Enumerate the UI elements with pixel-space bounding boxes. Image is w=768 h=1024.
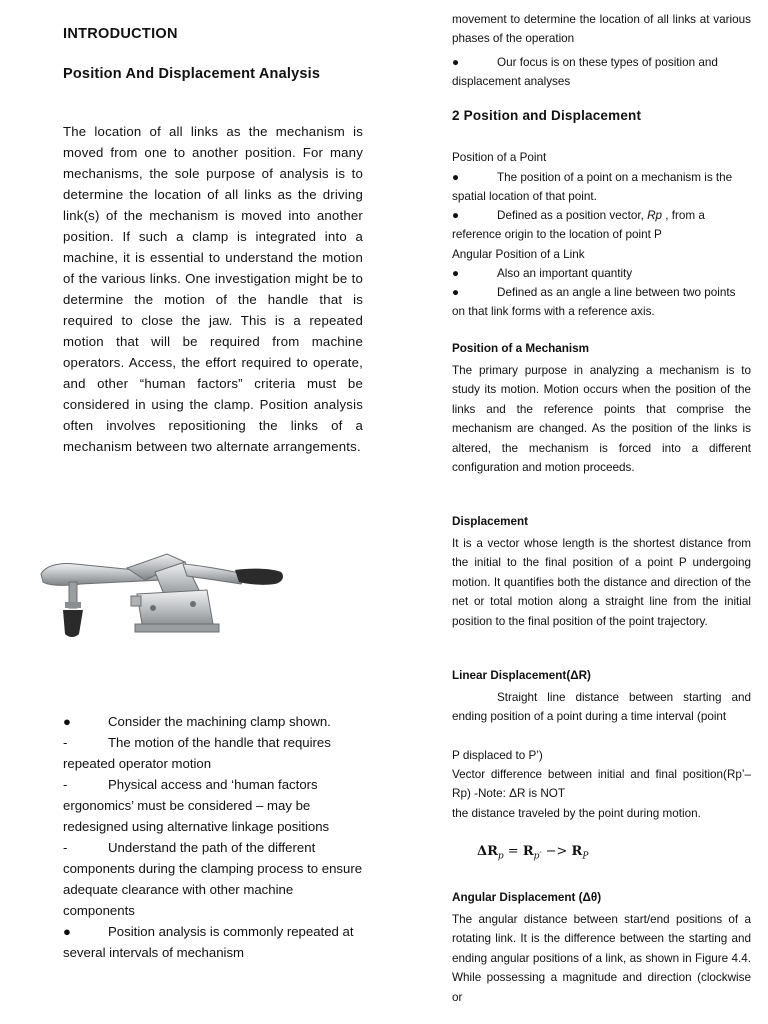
list-item: ● Position analysis is commonly repeated at several intervals of mechanism (63, 924, 354, 960)
linear-paragraph-1: Straight line distance between starting and ending position of a point during a time interval (point (452, 691, 751, 724)
list-item: ● Our focus is on these types of position and displacement analyses (452, 56, 718, 89)
section-heading: 2 Position and Displacement (452, 108, 642, 123)
list-item: ● Defined as a position vector, Rp , from a reference origin to the location of point P (452, 209, 705, 242)
clamp-bullet-list (63, 711, 368, 963)
displacement-formula: $\Delta R_p = R_{p'} -> R_P$ (477, 844, 589, 862)
list-item: - The motion of the handle that requires repeated operator motion (63, 735, 331, 771)
linear-displacement-heading: Linear Displacement(ΔR) (452, 669, 591, 682)
angular-displacement-heading: Angular Displacement (Δθ) (452, 891, 602, 904)
linear-paragraph-2: P displaced to P’) (452, 749, 543, 762)
list-item: ● Defined as an angle a line between two points on that link forms with a reference axis. (452, 286, 736, 319)
linear-paragraph-4: the distance traveled by the point during motion. (452, 807, 701, 820)
point-title: Position of a Point (452, 151, 547, 164)
list-item: - Physical access and ‘human factors ergonomics’ must be considered – may be redesigned using alternative linkage positions (63, 777, 330, 834)
intro-paragraph: The location of all links as the mechanism is moved from one to another position. For many mechanisms, the sole purpose of analysis is to determine the location of all links as the driving link(s) of the mechanism is moved into another position. If such a clamp is integrated into a machine, it is essential to understand the motion of the various links. One investigation might be to determine the motion of the handle that is required to close the jaw. This is a repeated motion that will be required from machine operators. Access, the effort required to operate, and other “human factors” criteria must be considered in using the clamp. Position analysis often involves repositioning the links of a mechanism between two alternate arrangements. (63, 124, 363, 454)
list-item: ● Also an important quantity (452, 267, 633, 280)
angular-position-title: Angular Position of a Link (452, 248, 585, 261)
mechanism-paragraph: The primary purpose in analyzing a mechanism is to study its motion. Motion occurs when the position of the links and the reference points that comprise the mechanism are changed. As the position of the links is altered, the mechanism is forced into a different configuration and motion proceeds. (452, 364, 751, 475)
list-item: ● Consider the machining clamp shown. (63, 714, 331, 729)
list-item: - Understand the path of the different components during the clamping process to ensure adequate clearance with other machine components (63, 840, 363, 918)
toggle-clamp-image (35, 532, 287, 642)
displacement-paragraph: It is a vector whose length is the shortest distance from the initial to the final position of a point P undergoing motion. It quantifies both the distance and direction of the net or total motion along a straight line from the initial position to the final position of the point trajectory. (452, 537, 751, 628)
introduction-heading: INTRODUCTION (63, 26, 178, 42)
angular-displacement-paragraph: The angular distance between start/end positions of a rotating link. It is the difference between the starting and ending angular positions of a link, as shown in Figure 4.4. While possessing a magnitude and direction (clockwise or (452, 913, 751, 1004)
displacement-heading: Displacement (452, 515, 528, 528)
mechanism-heading: Position of a Mechanism (452, 342, 590, 355)
position-displacement-heading: Position And Displacement Analysis (63, 66, 321, 82)
linear-paragraph-3: Vector difference between initial and final position(Rp’– Rp) -Note: ΔR is NOT (452, 768, 751, 801)
continued-text: movement to determine the location of all links at various phases of the operation (452, 13, 751, 46)
list-item: ● The position of a point on a mechanism is the spatial location of that point. (452, 171, 733, 204)
